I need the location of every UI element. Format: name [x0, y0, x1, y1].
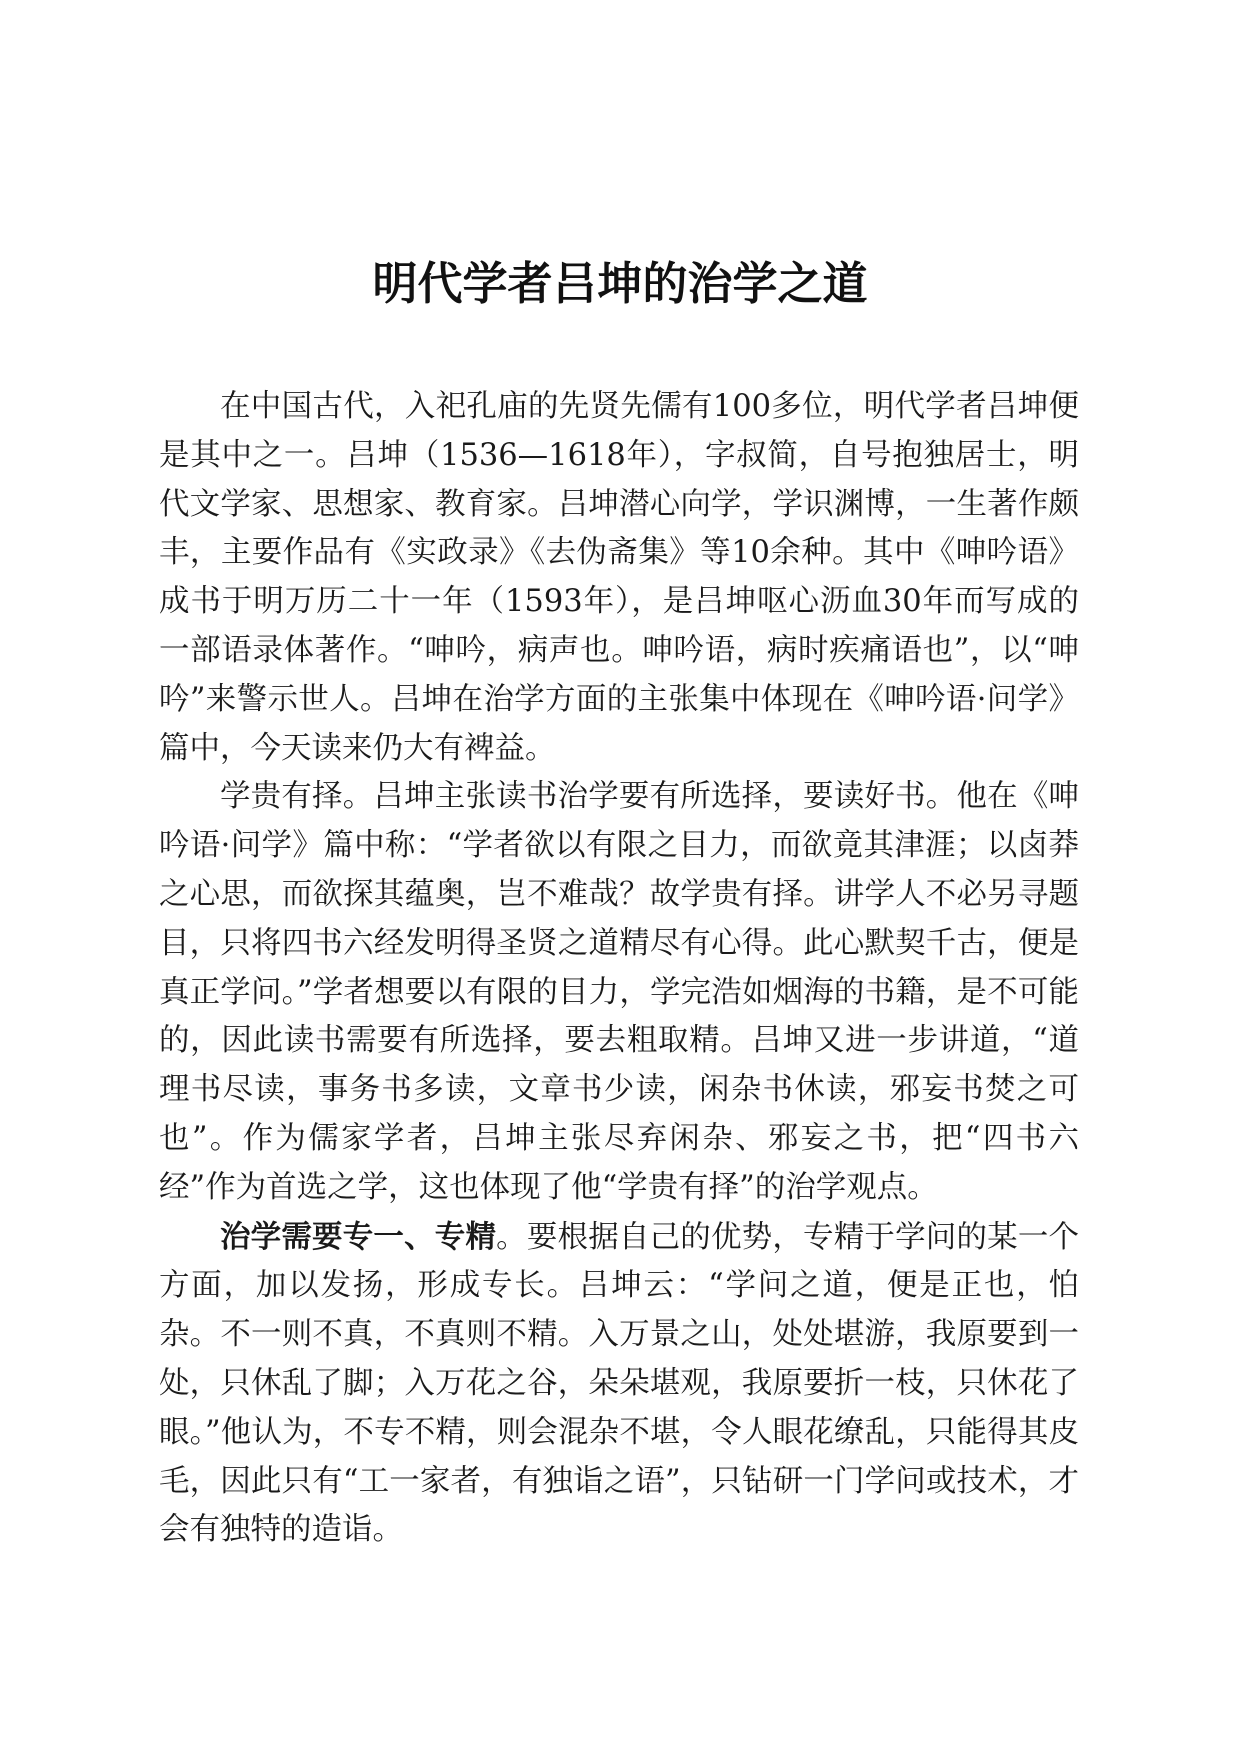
- paragraph-selective-study-text: 学贵有择。吕坤主张读书治学要有所选择，要读好书。他在《呻吟语·问学》篇中称：“学者欲以有限之目力，而欲竟其津涯；以卤莽之心思，而欲探其蕴奥，岂不难哉？故学贵有择。讲学人不必另寻题目，只将四书六经发明得圣贤之道精尽有心得。此心默契千古，便是真正学问。”学者想要以有限的目力，学完浩如烟海的书籍，是不可能的，因此读书需要有所选择，要去粗取精。吕坤又进一步讲道，“道理书尽读，事务书多读，文章书少读，闲杂书休读，邪妄书焚之可也”。作为儒家学者，吕坤主张尽弃闲杂、邪妄之书，把“四书六经”作为首选之学，这也体现了他“学贵有择”的治学观点。: [159, 779, 1079, 1205]
- document-title: 明代学者吕坤的治学之道: [372, 257, 868, 310]
- paragraph-focused-study-text: 。要根据自己的优势，专精于学问的某一个方面，加以发扬，形成专长。吕坤云：“学问之道，便是正也，怕杂。不一则不真，不真则不精。入万景之山，处处堪游，我原要到一处，只休乱了脚；入万花之谷，朵朵堪观，我原要折一枝，只休花了眼。”他认为，不专不精，则会混杂不堪，令人眼花缭乱，只能得其皮毛，因此只有“工一家者，有独诣之语”，只钻研一门学问或技术，才会有独特的造诣。: [159, 1219, 1080, 1548]
- document-body: [159, 383, 1079, 1555]
- paragraph-focused-study-heading: 治学需要专一、专精: [220, 1218, 497, 1255]
- paragraph-selective-study: [159, 773, 1079, 1212]
- paragraph-intro: [159, 383, 1079, 773]
- paragraph-focused-study: [159, 1213, 1079, 1556]
- paragraph-intro-text: 在中国古代，入祀孔庙的先贤先儒有100多位，明代学者吕坤便是其中之一。吕坤（1536—1618年），字叔简，自号抱独居士，明代文学家、思想家、教育家。吕坤潜心向学，学识渊博，一生著作颇丰，主要作品有《实政录》《去伪斋集》等10余种。其中《呻吟语》成书于明万历二十一年（1593年），是吕坤呕心沥血30年而写成的一部语录体著作。“呻吟，病声也。呻吟语，病时疾痛语也”，以“呻吟”来警示世人。吕坤在治学方面的主张集中体现在《呻吟语·问学》篇中，今天读来仍大有裨益。: [159, 389, 1079, 766]
